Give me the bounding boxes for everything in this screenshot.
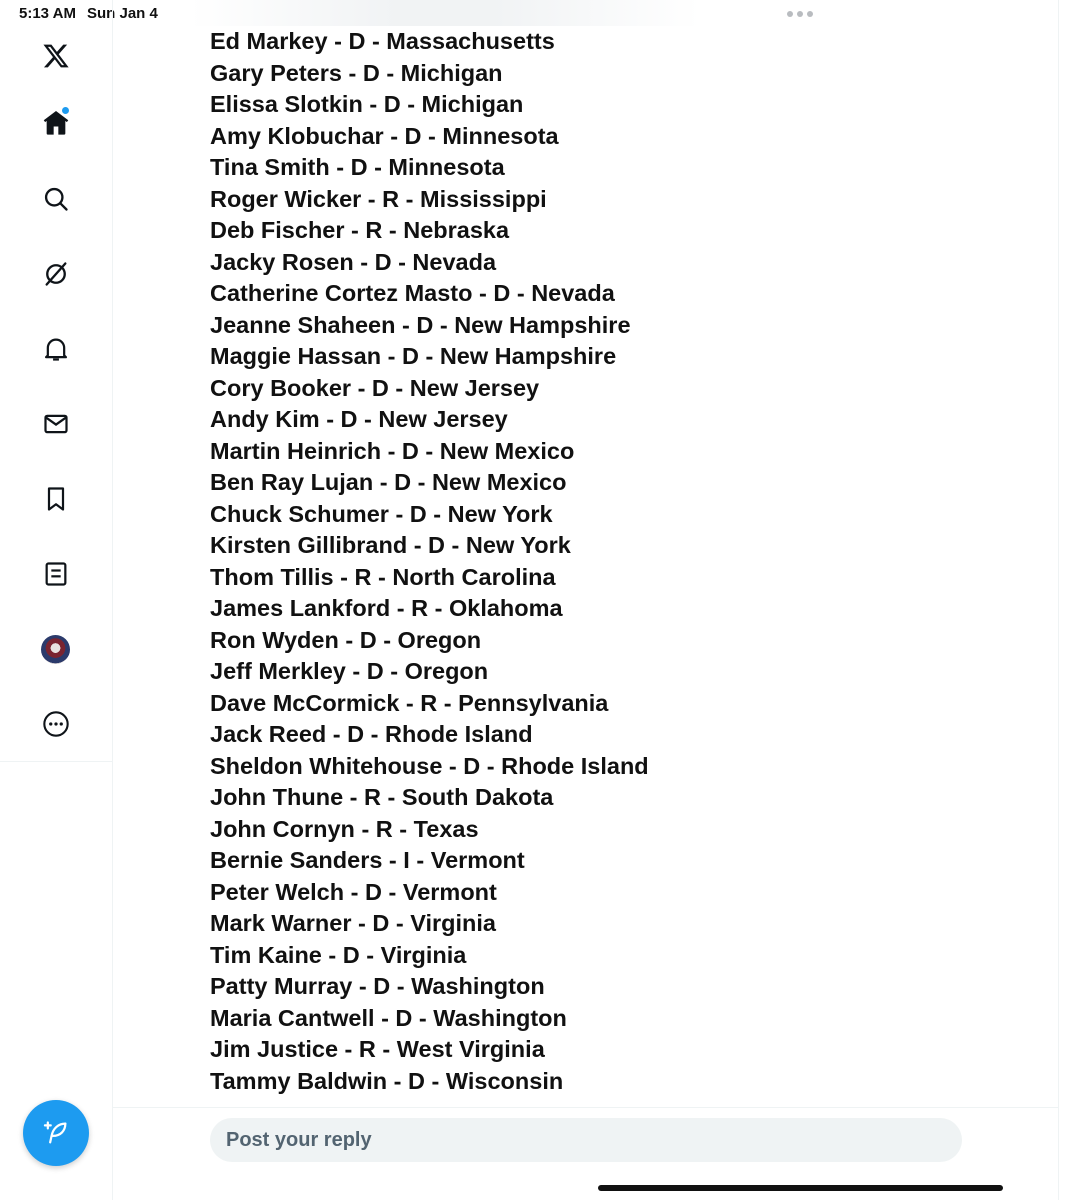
notifications-bell-icon[interactable] (41, 334, 71, 364)
senator-row: Jacky Rosen - D - Nevada (210, 248, 497, 275)
top-bar-fade (190, 0, 700, 26)
senator-row: Sheldon Whitehouse - D - Rhode Island (210, 752, 649, 779)
sidebar (0, 0, 113, 1200)
senator-row: Bernie Sanders - I - Vermont (210, 847, 525, 873)
senator-row: Tammy Baldwin - D - Wisconsin (210, 1067, 564, 1094)
more-options-icon[interactable] (41, 709, 71, 739)
senator-row: Andy Kim - D - New Jersey (210, 406, 508, 432)
sidebar-divider (0, 761, 112, 762)
lists-icon[interactable] (41, 559, 71, 589)
notification-dot (62, 107, 69, 114)
feather-plus-icon (42, 1119, 70, 1147)
multitasking-dots-icon[interactable] (787, 8, 815, 20)
senator-row: Jack Reed - D - Rhode Island (210, 721, 533, 747)
senator-row: James Lankford - R - Oklahoma (210, 595, 563, 621)
senator-row: Deb Fischer - R - Nebraska (210, 217, 510, 243)
reply-divider (113, 1107, 1059, 1108)
senator-row: Maggie Hassan - D - New Hampshire (210, 343, 617, 369)
senator-row: Jeff Merkley - D - Oregon (210, 658, 489, 684)
senator-row: Peter Welch - D - Vermont (210, 878, 497, 905)
column-border (1058, 0, 1059, 1200)
senator-row: Mark Warner - D - Virginia (210, 910, 496, 936)
senator-row: Roger Wicker - R - Mississippi (210, 185, 547, 212)
senator-row: Chuck Schumer - D - New York (210, 500, 553, 527)
search-icon[interactable] (41, 184, 71, 214)
home-indicator (598, 1185, 1003, 1191)
senator-row: Cory Booker - D - New Jersey (210, 374, 540, 401)
senator-row: Catherine Cortez Masto - D - Nevada (210, 280, 615, 306)
profile-avatar[interactable] (41, 635, 70, 664)
senator-row: Patty Murray - D - Washington (210, 973, 545, 999)
senator-row: Kirsten Gillibrand - D - New York (210, 532, 571, 558)
senator-row: John Thune - R - South Dakota (210, 784, 554, 810)
senator-row: Gary Peters - D - Michigan (210, 59, 503, 86)
messages-envelope-icon[interactable] (41, 409, 71, 439)
senator-row: Tim Kaine - D - Virginia (210, 941, 467, 968)
senator-row: Dave McCormick - R - Pennsylvania (210, 689, 609, 716)
senator-row: Thom Tillis - R - North Carolina (210, 563, 556, 590)
senator-row: John Cornyn - R - Texas (210, 815, 479, 842)
senator-row: Jeanne Shaheen - D - New Hampshire (210, 311, 631, 338)
senator-list (210, 26, 649, 1097)
grok-icon[interactable] (41, 259, 71, 289)
reply-input[interactable] (224, 1128, 962, 1153)
bookmarks-icon[interactable] (41, 484, 71, 514)
senator-row: Ben Ray Lujan - D - New Mexico (210, 469, 567, 495)
status-time: 5:13 AM (19, 5, 76, 22)
senator-row: Ed Markey - D - Massachusetts (210, 28, 555, 54)
reply-box[interactable] (210, 1118, 962, 1162)
senator-row: Maria Cantwell - D - Washington (210, 1004, 567, 1031)
senator-row: Elissa Slotkin - D - Michigan (210, 91, 524, 117)
status-date: Sun Jan 4 (87, 5, 158, 22)
x-logo-icon[interactable] (41, 41, 71, 71)
senator-row: Amy Klobuchar - D - Minnesota (210, 122, 559, 149)
compose-post-button[interactable] (23, 1100, 89, 1166)
senator-row: Martin Heinrich - D - New Mexico (210, 437, 575, 464)
senator-row: Ron Wyden - D - Oregon (210, 626, 482, 653)
senator-row: Jim Justice - R - West Virginia (210, 1036, 545, 1062)
senator-row: Tina Smith - D - Minnesota (210, 154, 505, 180)
